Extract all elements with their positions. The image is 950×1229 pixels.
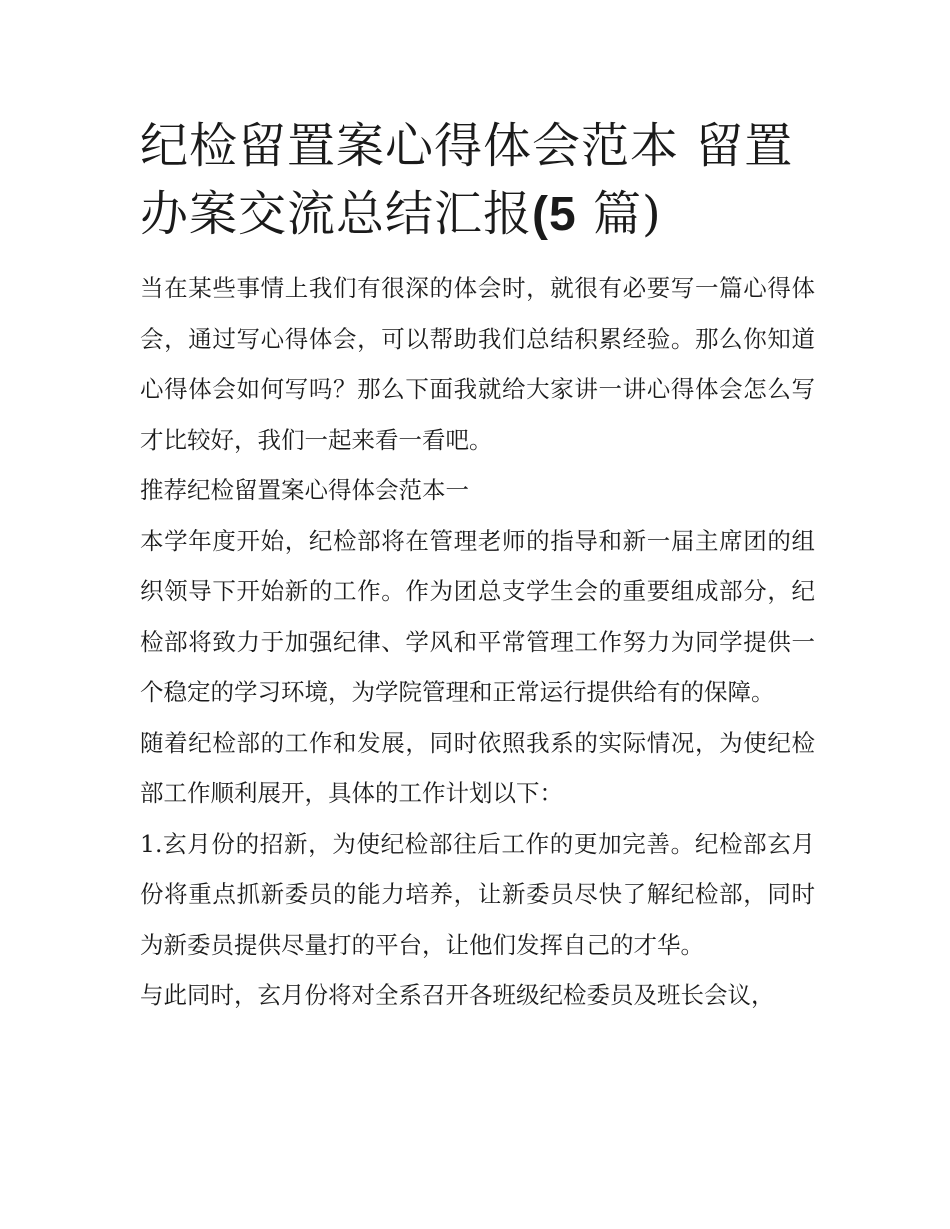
title-count: (5: [532, 188, 577, 241]
list-item: 1.玄月份的招新，为使纪检部往后工作的更加完善。纪检部玄月份将重点抓新委员的能力培养，让新委员尽快了解纪检部，同时为新委员提供尽量打的平台，让他们发挥自己的才华。: [140, 829, 815, 959]
title-suffix: 篇): [576, 186, 662, 242]
document-body: [140, 112, 815, 1021]
intro-paragraph: 当在某些事情上我们有很深的体会时，就很有必要写一篇心得体会，通过写心得体会，可以帮助我们总结积累经验。那么你知道心得体会如何写吗？那么下面我就给大家讲一讲心得体会怎么写才比较好，我们一起来看一看吧。: [140, 274, 815, 454]
title-text: 纪检留置案心得体会范本 留置办案交流总结汇报: [140, 118, 794, 242]
body-paragraph: 本学年度开始，纪检部将在管理老师的指导和新一届主席团的组织领导下开始新的工作。作为团总支学生会的重要组成部分，纪检部将致力于加强纪律、学风和平常管理工作努力为同学提供一个稳定的学习环境，为学院管理和正常运行提供给有的保障。: [140, 526, 815, 706]
body-paragraph: 与此同时，玄月份将对全系召开各班级纪检委员及班长会议，: [140, 981, 775, 1009]
document-title: [140, 112, 815, 249]
section-heading: 推荐纪检留置案心得体会范本一: [140, 476, 469, 504]
body-paragraph: 随着纪检部的工作和发展，同时依照我系的实际情况，为使纪检部工作顺利展开，具体的工作计划以下：: [140, 728, 815, 807]
